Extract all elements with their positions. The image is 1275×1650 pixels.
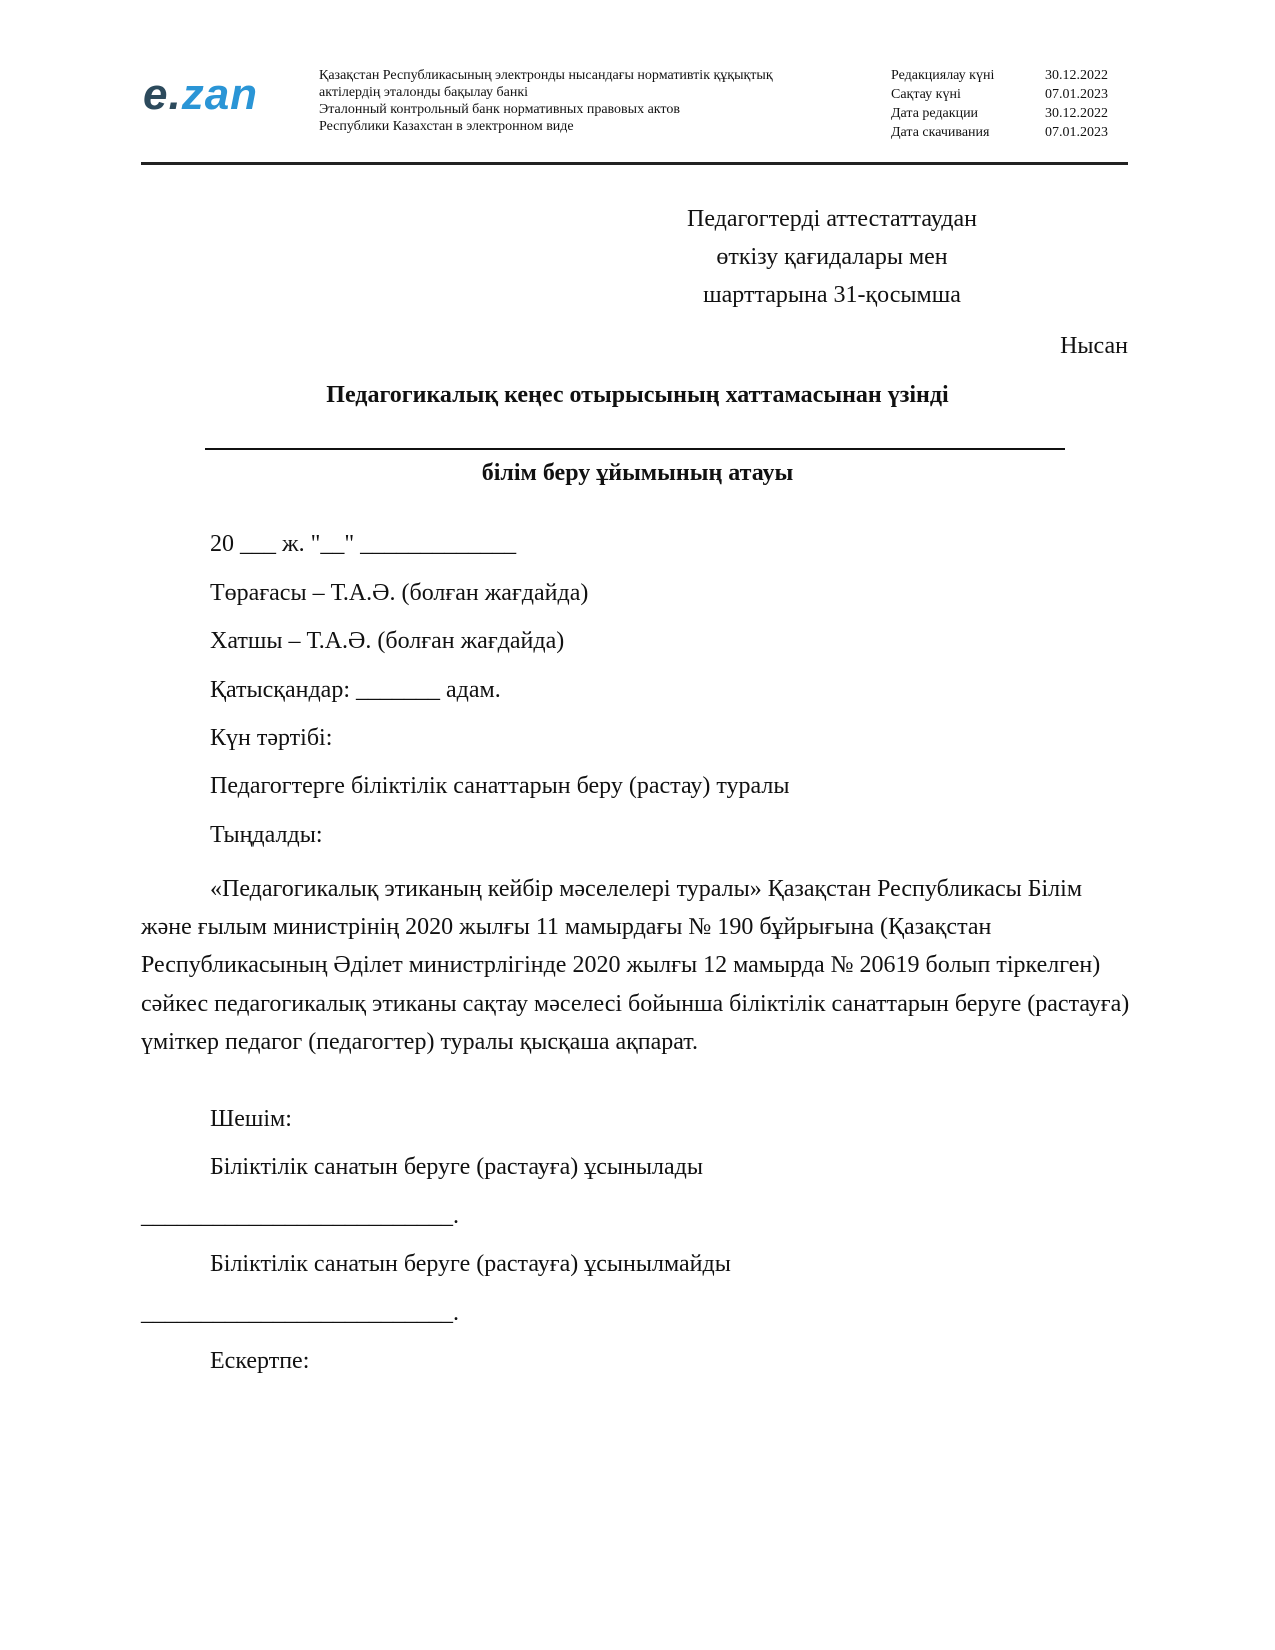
bank-line: актілердің эталонды бақылау банкі [319,85,529,100]
annex-reference [632,200,1032,314]
bank-line: Эталонный контрольный банк нормативных правовых актов [319,102,680,117]
decision-label: Шешім: [210,1106,292,1132]
bank-description [319,67,773,135]
chair-line: Төрағасы – Т.А.Ә. (болған жағдайда) [210,580,589,606]
meta-value: 30.12.2022 [1045,68,1108,83]
meta-label: Редакциялау күні [891,68,995,83]
recommended-blank: __________________________. [141,1203,459,1229]
meta-label: Сақтау күні [891,87,961,102]
meta-label: Дата скачивания [891,125,990,140]
annex-line: өткізу қағидалары мен [716,244,948,270]
org-name-caption: білім беру ұйымының атауы [481,460,794,486]
logo-part-zan: zan [181,70,259,119]
not-recommended-blank: __________________________. [141,1300,459,1326]
agenda-item: Педагогтерге біліктілік санаттарын беру (растау) туралы [210,773,790,799]
meta-row [891,66,1108,85]
not-recommended-line: Біліктілік санатын беруге (растауға) ұсынылмайды [210,1251,731,1277]
recommended-line: Біліктілік санатын беруге (растауға) ұсынылады [210,1154,703,1180]
document-dates [891,66,1108,142]
secretary-line: Хатшы – Т.А.Ә. (болған жағдайда) [210,628,565,654]
agenda-label: Күн тәртібі: [210,725,333,751]
meta-value: 07.01.2023 [1045,87,1108,102]
bank-line: Республики Казахстан в электронном виде [319,119,574,134]
meta-row [891,104,1108,123]
date-line: 20 ___ ж. "__" _____________ [210,531,517,557]
meta-label: Дата редакции [891,106,979,121]
meta-value: 30.12.2022 [1045,106,1108,121]
form-label: Нысан [1060,333,1128,359]
annex-line: шарттарына 31-қосымша [703,282,961,308]
meta-row [891,123,1108,142]
note-label: Ескертпе: [210,1348,310,1374]
present-line: Қатысқандар: _______ адам. [210,677,501,703]
meta-row [891,85,1108,104]
bank-line: Қазақстан Республикасының электронды нысандағы нормативтік құқықтық [319,68,773,83]
heard-label: Тыңдалды: [210,822,323,848]
document-title: Педагогикалық кеңес отырысының хаттамасынан үзінді [326,382,949,408]
annex-line: Педагогтерді аттестаттаудан [687,206,977,232]
org-name-blank [205,448,1065,450]
body-text: «Педагогикалық этиканың кейбір мәселелері туралы» Қазақстан Республикасы Білім және ғылым министрінің 2020 жылғы 11 мамырдағы № 190 бұйрығына (Қазақстан Республикасының Әділет министрлігінде 2020 жылғы 12 мамырда № 20619 болып тіркелген) сәйкес педагогикалық этиканы сақтау мәселесі бойынша біліктілік санаттарын беруге (растауға) үміткер педагог (педагогтер) туралы қысқаша ақпарат. [141,876,1130,1055]
body-paragraph [141,870,1131,1061]
ezan-logo [143,70,258,120]
logo-part-e: e. [143,70,182,119]
meta-value: 07.01.2023 [1045,125,1108,140]
header-divider [141,162,1128,165]
